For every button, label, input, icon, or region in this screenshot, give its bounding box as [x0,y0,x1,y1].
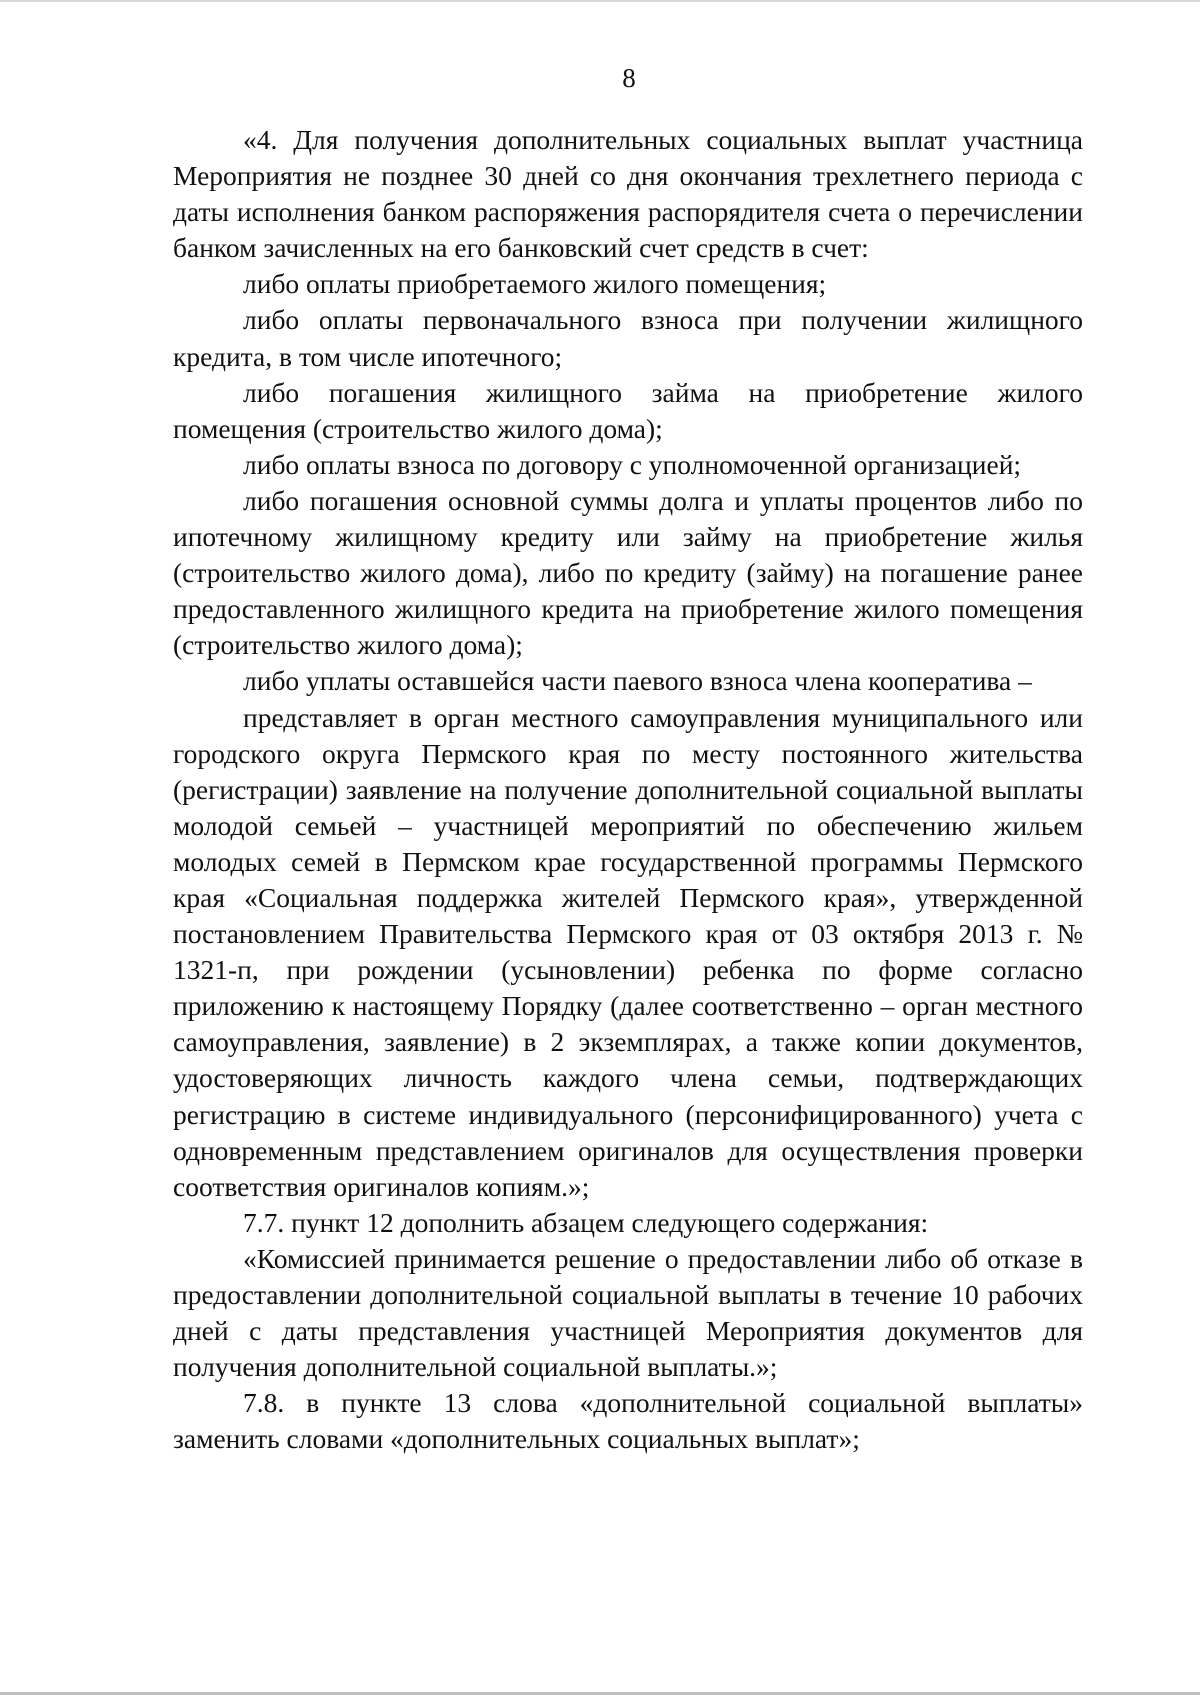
paragraph-option-down-payment: либо оплаты первоначального взноса при получении жилищного кредита, в том числе ипотечного; [173,304,1083,372]
paragraph-option-debt-repayment: либо погашения основной суммы долга и уплаты процентов либо по ипотечному жилищному кредиту или займу на приобретение жилья (строительство жилого дома), либо по кредиту (займу) на погашение ранее предоставленного жилищного кредита на приобретение жилого помещения (строительство жилого дома); [173,484,1083,661]
document-body [173,122,1083,1457]
page-number: 8 [622,63,636,93]
scan-edge-top [0,0,1200,2]
paragraph-option-loan-repayment: либо погашения жилищного займа на приобретение жилого помещения (строительство жилого дома); [173,376,1083,444]
paragraph-option-cooperative-share: либо уплаты оставшейся части паевого взноса члена кооператива – [243,665,1032,697]
paragraph-amendment-7-8: 7.8. в пункте 13 слова «дополнительной социальной выплаты» заменить словами «дополнительных социальных выплат»; [173,1387,1083,1455]
paragraph-submission-requirements: представляет в орган местного самоуправления муниципального или городского округа Пермского края по месту постоянного жительства (регистрации) заявление на получение дополнительной социальной выплаты молодой семьей – участницей мероприятий по обеспечению жильем молодых семей в Пермском крае государственной программы Пермского края «Социальная поддержка жителей Пермского края», утвержденной постановлением Правительства Пермского края от 03 октября 2013 г. № 1321-п, при рождении (усыновлении) ребенка по форме согласно приложению к настоящему Порядку (далее соответственно – орган местного самоуправления, заявление) в 2 экземплярах, а также копии документов, удостоверяющих личность каждого члена семьи, подтверждающих регистрацию в системе индивидуального (персонифицированного) учета с одновременным представлением оригиналов для осуществления проверки соответствия оригиналов копиям.»; [173,701,1083,1202]
paragraph-option-purchase-payment: либо оплаты приобретаемого жилого помещения; [243,268,827,300]
paragraph-item-4-intro: «4. Для получения дополнительных социальных выплат участница Мероприятия не позднее 30 дней со дня окончания трехлетнего периода с даты исполнения банком распоряжения распорядителя счета о перечислении банком зачисленных на его банковский счет средств в счет: [173,124,1083,264]
paragraph-commission-decision: «Комиссией принимается решение о предоставлении либо об отказе в предоставлении дополнительной социальной выплаты в течение 10 рабочих дней с даты представления участницей Мероприятия документов для получения дополнительной социальной выплаты.»; [173,1242,1083,1383]
paragraph-option-contract-fee: либо оплаты взноса по договору с уполномоченной организацией; [243,448,1022,480]
paragraph-amendment-7-7: 7.7. пункт 12 дополнить абзацем следующего содержания: [243,1206,929,1238]
